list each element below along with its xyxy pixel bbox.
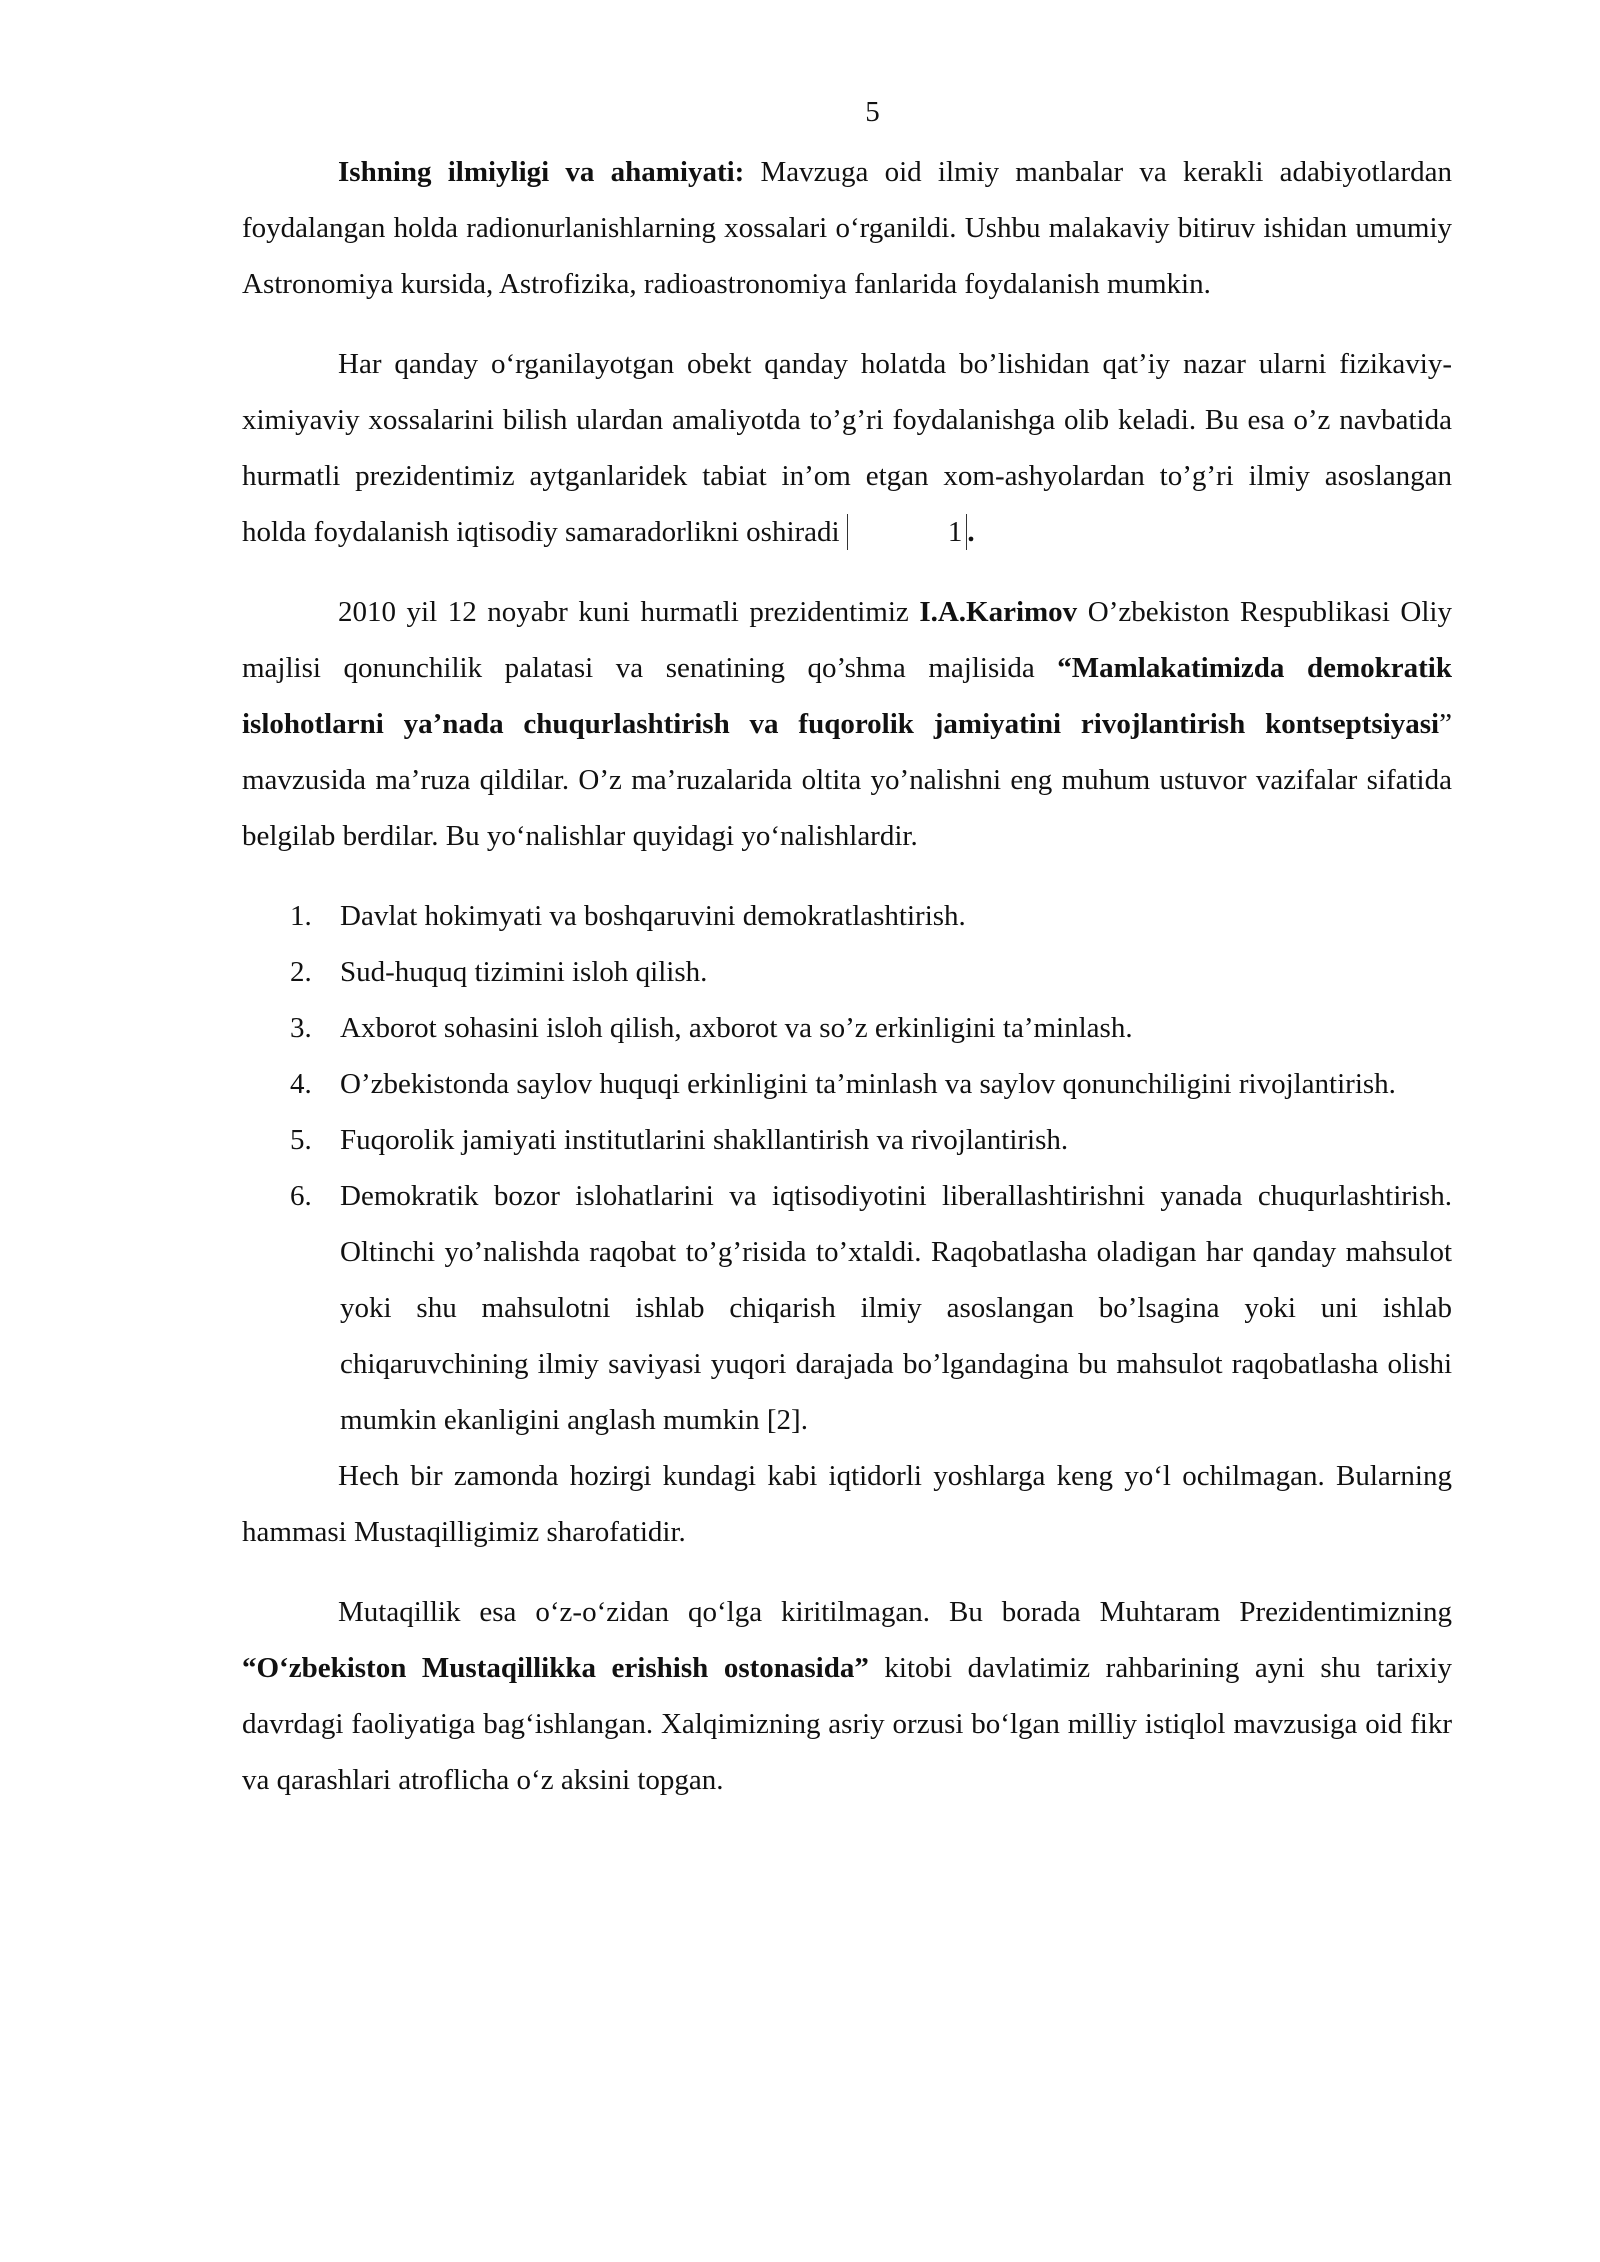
list-item bbox=[242, 1168, 1452, 1448]
list-item bbox=[242, 944, 1452, 1000]
list-item-text: Sud-huquq tizimini isloh qilish. bbox=[340, 956, 708, 988]
list-item-number: 3. bbox=[290, 1012, 312, 1044]
directions-list bbox=[242, 888, 1452, 1448]
page-number: 5 bbox=[865, 96, 880, 128]
list-item-number: 6. bbox=[290, 1180, 312, 1212]
paragraph-independence bbox=[242, 1584, 1452, 1808]
list-item bbox=[242, 1112, 1452, 1168]
body-text bbox=[242, 144, 1452, 1808]
list-item-text: Demokratik bozor islohatlarini va iqtisodiyotini liberallashtirishni yanada chuqurlashtirish. Oltinchi yo’nalishda raqobat to’g’risida to’xtaldi. Raqobatlasha oladigan har qanday mahsulot yoki shu mahsulotni ishlab chiqarish ilmiy asoslangan bo’lsagina yoki uni ishlab chiqaruvchining ilmiy saviyasi yuqori darajada bo’lgandagina bu mahsulot raqobatlasha olishi mumkin ekanligini anglash mumkin [2]. bbox=[340, 1180, 1452, 1436]
paragraph-speech bbox=[242, 584, 1452, 864]
list-item-text: Axborot sohasini isloh qilish, axborot va so’z erkinligini ta’minlash. bbox=[340, 1012, 1133, 1044]
list-item-number: 4. bbox=[290, 1068, 312, 1100]
list-item-text: O’zbekistonda saylov huquqi erkinligini ta’minlash va saylov qonunchiligini rivojlantirish. bbox=[340, 1068, 1396, 1100]
paragraph-text: Mavzuga oid ilmiy manbalar va kerakli adabiyotlardan foydalangan holda radionurlanishlarning xossalari o‘rganildi. Ushbu malakaviy bitiruv ishidan umumiy Astronomiya kursida, Astrofizika, radioastronomiya fanlarida foydalanish mumkin. bbox=[242, 156, 1452, 300]
concept-title: “Mamlakatimizda demokratik islohotlarni ya’nada chuqurlashtirish va fuqorolik jamiyatini rivojlantirish kontseptsiyasi bbox=[242, 652, 1452, 740]
citation-reference: 1 bbox=[847, 514, 968, 550]
president-name: I.A.Karimov bbox=[919, 596, 1078, 628]
paragraph-end-period: . bbox=[967, 516, 975, 548]
list-item bbox=[242, 1000, 1452, 1056]
list-item bbox=[242, 1056, 1452, 1112]
paragraph-text: ” mavzusida ma’ruza qildilar. O’z ma’ruzalarida oltita yo’nalishni eng muhum ustuvor vazifalar sifatida belgilab berdilar. Bu yo‘nalishlar quyidagi yo‘nalishlardir. bbox=[242, 708, 1452, 852]
paragraph-text: kitobi davlatimiz rahbarining ayni shu tarixiy davrdagi faoliyatiga bag‘ishlangan. Xalqimizning asriy orzusi bo‘lgan milliy istiqlol mavzusiga oid fikr va qarashlari atroflicha o‘z aksini topgan. bbox=[242, 1652, 1452, 1796]
paragraph-significance bbox=[242, 144, 1452, 312]
paragraph-lead-heading: Ishning ilmiyligi va ahamiyati: bbox=[338, 156, 745, 188]
paragraph-text: Har qanday o‘rganilayotgan obekt qanday holatda bo’lishidan qat’iy nazar ularni fizikaviy-ximiyaviy xossalarini bilish ulardan amaliyotda to’g’ri foydalanishga olib keladi. Bu esa o’z navbatida hurmatli prezidentimiz aytganlaridek tabiat in’om etgan xom-ashyolardan to’g’ri ilmiy asoslangan holda foydalanish iqtisodiy samaradorlikni oshiradi bbox=[242, 348, 1452, 548]
paragraph-text: O’zbekiston Respublikasi Oliy majlisi qonunchilik palatasi va senatining qo’shma majlisida bbox=[242, 596, 1452, 684]
list-item-text: Fuqorolik jamiyati institutlarini shakllantirish va rivojlantirish. bbox=[340, 1124, 1069, 1156]
paragraph-text: 2010 yil 12 noyabr kuni hurmatli prezidentimiz bbox=[338, 596, 920, 628]
list-item-number: 1. bbox=[290, 900, 312, 932]
list-item bbox=[242, 888, 1452, 944]
book-title: “O‘zbekiston Mustaqillikka erishish ostonasida” bbox=[242, 1652, 869, 1684]
list-item-number: 5. bbox=[290, 1124, 312, 1156]
list-item-text: Davlat hokimyati va boshqaruvini demokratlashtirish. bbox=[340, 900, 966, 932]
paragraph-properties bbox=[242, 336, 1452, 560]
paragraph-text: Hech bir zamonda hozirgi kundagi kabi iqtidorli yoshlarga keng yo‘l ochilmagan. Bularning hammasi Mustaqilligimiz sharofatidir. bbox=[242, 1460, 1452, 1548]
paragraph-youth bbox=[242, 1448, 1452, 1560]
paragraph-text: Mutaqillik esa o‘z-o‘zidan qo‘lga kiritilmagan. Bu borada Muhtaram Prezidentimizning bbox=[338, 1596, 1452, 1628]
list-item-number: 2. bbox=[290, 956, 312, 988]
